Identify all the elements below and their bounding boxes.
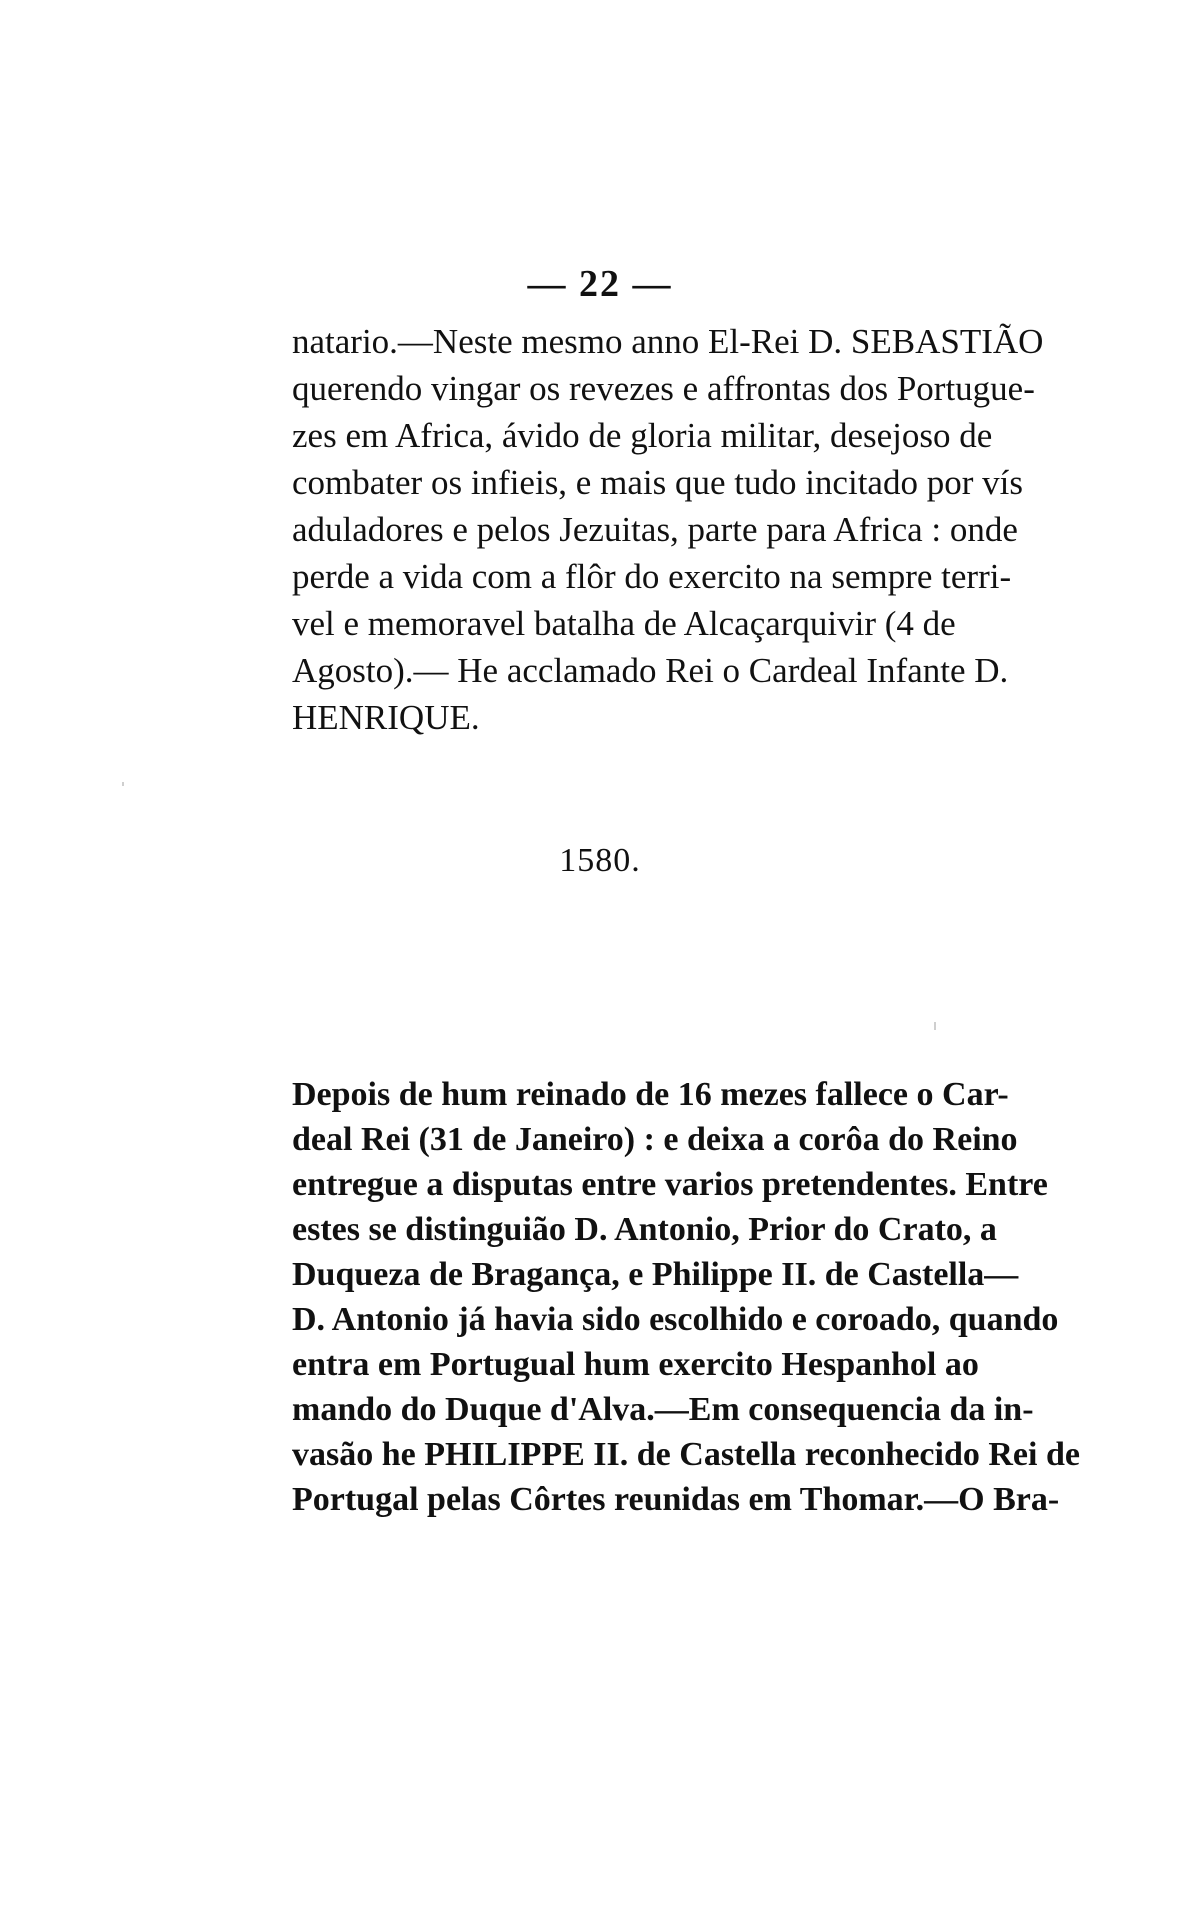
paragraph-2-line: Duqueza de Bragança, e Philippe II. de Castella— (292, 1256, 1019, 1293)
paragraph-1-line: zes em Africa, ávido de gloria militar, desejoso de (292, 416, 993, 455)
paragraph-2 (292, 1072, 1080, 1522)
paper-speck (122, 782, 124, 786)
paragraph-2-line: entra em Portugual hum exercito Hespanhol ao (292, 1346, 979, 1383)
paragraph-2-line: estes se distinguião D. Antonio, Prior do Crato, a (292, 1211, 997, 1248)
paragraph-2-line: D. Antonio já havia sido escolhido e coroado, quando (292, 1301, 1059, 1338)
paragraph-2-line: Portugal pelas Côrtes reunidas em Thomar.—O Bra- (292, 1481, 1060, 1518)
paragraph-2-line: deal Rei (31 de Janeiro) : e deixa a corôa do Reino (292, 1121, 1018, 1158)
paragraph-1-line: Agosto).— He acclamado Rei o Cardeal Infante D. (292, 651, 1009, 690)
paragraph-2-line: entregue a disputas entre varios pretendentes. Entre (292, 1166, 1048, 1203)
year-heading: 1580. (559, 842, 641, 879)
paragraph-1-line: vel e memoravel batalha de Alcaçarquivir (4 de (292, 604, 956, 643)
page-number: — 22 — (527, 263, 673, 305)
paragraph-2-line: mando do Duque d'Alva.—Em consequencia da in- (292, 1391, 1034, 1428)
paragraph-1 (292, 318, 1044, 741)
paragraph-1-line: querendo vingar os revezes e affrontas dos Portugue- (292, 369, 1035, 408)
paragraph-1-line: natario.—Neste mesmo anno El-Rei D. SEBASTIÃO (292, 322, 1044, 361)
paragraph-2-line: Depois de hum reinado de 16 mezes fallece o Car- (292, 1076, 1009, 1113)
paragraph-1-line: perde a vida com a flôr do exercito na sempre terri- (292, 557, 1012, 596)
paragraph-1-line: aduladores e pelos Jezuitas, parte para Africa : onde (292, 510, 1018, 549)
paragraph-1-line: combater os infieis, e mais que tudo incitado por vís (292, 463, 1023, 502)
paper-speck (934, 1022, 936, 1030)
paragraph-2-line: vasão he PHILIPPE II. de Castella reconhecido Rei de (292, 1436, 1080, 1473)
paragraph-1-line: HENRIQUE. (292, 698, 480, 737)
